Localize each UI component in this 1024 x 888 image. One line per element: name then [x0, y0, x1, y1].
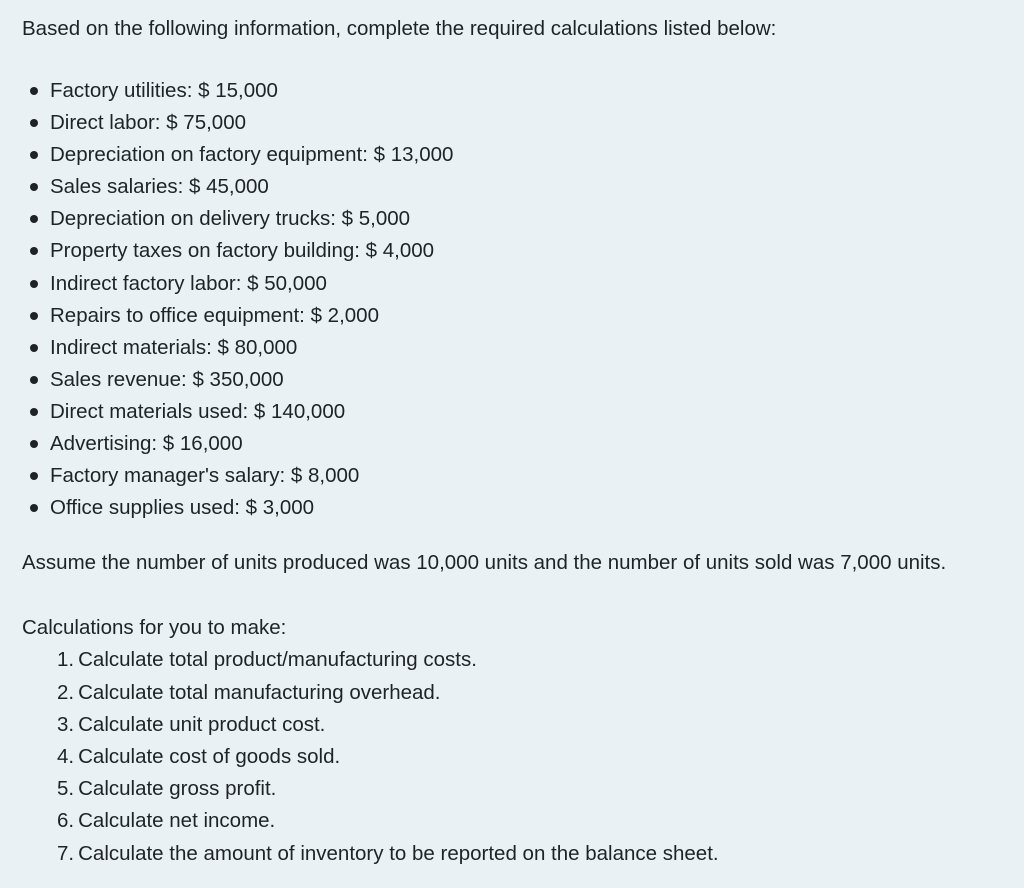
bullet-icon: [30, 247, 38, 255]
bullet-icon: [30, 215, 38, 223]
bullet-icon: [30, 504, 38, 512]
list-item: [22, 171, 1024, 203]
list-item-text: Direct labor: $ 75,000: [50, 111, 247, 135]
calculation-number: 6.: [57, 809, 75, 833]
calculation-item: [57, 677, 1024, 709]
bullet-icon: [30, 440, 38, 448]
calculation-text: Calculate total product/manufacturing costs.: [78, 648, 477, 672]
intro-text: Based on the following information, complete the required calculations listed below:: [22, 17, 777, 40]
list-item: [22, 300, 1024, 332]
calculation-item: [57, 644, 1024, 676]
list-item-text: Depreciation on factory equipment: $ 13,000: [50, 143, 454, 167]
list-item-text: Office supplies used: $ 3,000: [50, 496, 315, 520]
calculation-text: Calculate the amount of inventory to be reported on the balance sheet.: [78, 841, 719, 865]
list-item: [22, 396, 1024, 428]
bullet-icon: [30, 280, 38, 288]
bullet-icon: [30, 183, 38, 191]
calculations-list: [22, 644, 1024, 869]
list-item-text: Factory utilities: $ 15,000: [50, 79, 278, 102]
list-item: [22, 107, 1024, 139]
calculation-number: 3.: [57, 712, 75, 736]
cost-items-list: [22, 75, 1024, 524]
calculation-number: 4.: [57, 744, 75, 768]
list-item-text: Sales salaries: $ 45,000: [50, 175, 269, 199]
assumption-text: Assume the number of units produced was 10,000 units and the number of units sold was 7,000 units.: [22, 551, 947, 575]
list-item-text: Property taxes on factory building: $ 4,000: [50, 239, 435, 263]
calculation-number: 2.: [57, 680, 75, 704]
list-item-text: Advertising: $ 16,000: [50, 432, 243, 456]
list-item: [22, 139, 1024, 171]
calculations-heading: Calculations for you to make:: [22, 616, 287, 640]
calculation-text: Calculate gross profit.: [78, 777, 277, 801]
list-item-text: Repairs to office equipment: $ 2,000: [50, 303, 379, 327]
bullet-icon: [30, 151, 38, 159]
calculation-item: [57, 741, 1024, 773]
list-item-text: Sales revenue: $ 350,000: [50, 367, 284, 391]
list-item-text: Factory manager's salary: $ 8,000: [50, 464, 360, 488]
list-item-text: Indirect materials: $ 80,000: [50, 335, 298, 359]
list-item: [22, 268, 1024, 300]
calculation-number: 5.: [57, 777, 75, 801]
calculation-number: 1.: [57, 648, 75, 672]
list-item: [22, 203, 1024, 235]
calculation-item: [57, 773, 1024, 805]
list-item-text: Direct materials used: $ 140,000: [50, 399, 346, 423]
list-item-text: Indirect factory labor: $ 50,000: [50, 271, 327, 295]
bullet-icon: [30, 376, 38, 384]
calculation-text: Calculate unit product cost.: [78, 712, 326, 736]
bullet-icon: [30, 312, 38, 320]
list-item: [22, 492, 1024, 524]
list-item: [22, 235, 1024, 267]
calculation-text: Calculate cost of goods sold.: [78, 744, 341, 768]
bullet-icon: [30, 344, 38, 352]
bullet-icon: [30, 408, 38, 416]
bullet-icon: [30, 119, 38, 127]
calculation-text: Calculate total manufacturing overhead.: [78, 680, 441, 704]
calculation-number: 7.: [57, 841, 75, 865]
list-item: [22, 364, 1024, 396]
list-item: [22, 332, 1024, 364]
calculation-text: Calculate net income.: [78, 809, 276, 833]
list-item: [22, 460, 1024, 492]
list-item: [22, 75, 1024, 107]
bullet-icon: [30, 472, 38, 480]
calculation-item: [57, 805, 1024, 837]
list-item-text: Depreciation on delivery trucks: $ 5,000: [50, 207, 411, 231]
calculation-item: [57, 838, 1024, 870]
list-item: [22, 428, 1024, 460]
calculation-item: [57, 709, 1024, 741]
bullet-icon: [30, 87, 38, 95]
